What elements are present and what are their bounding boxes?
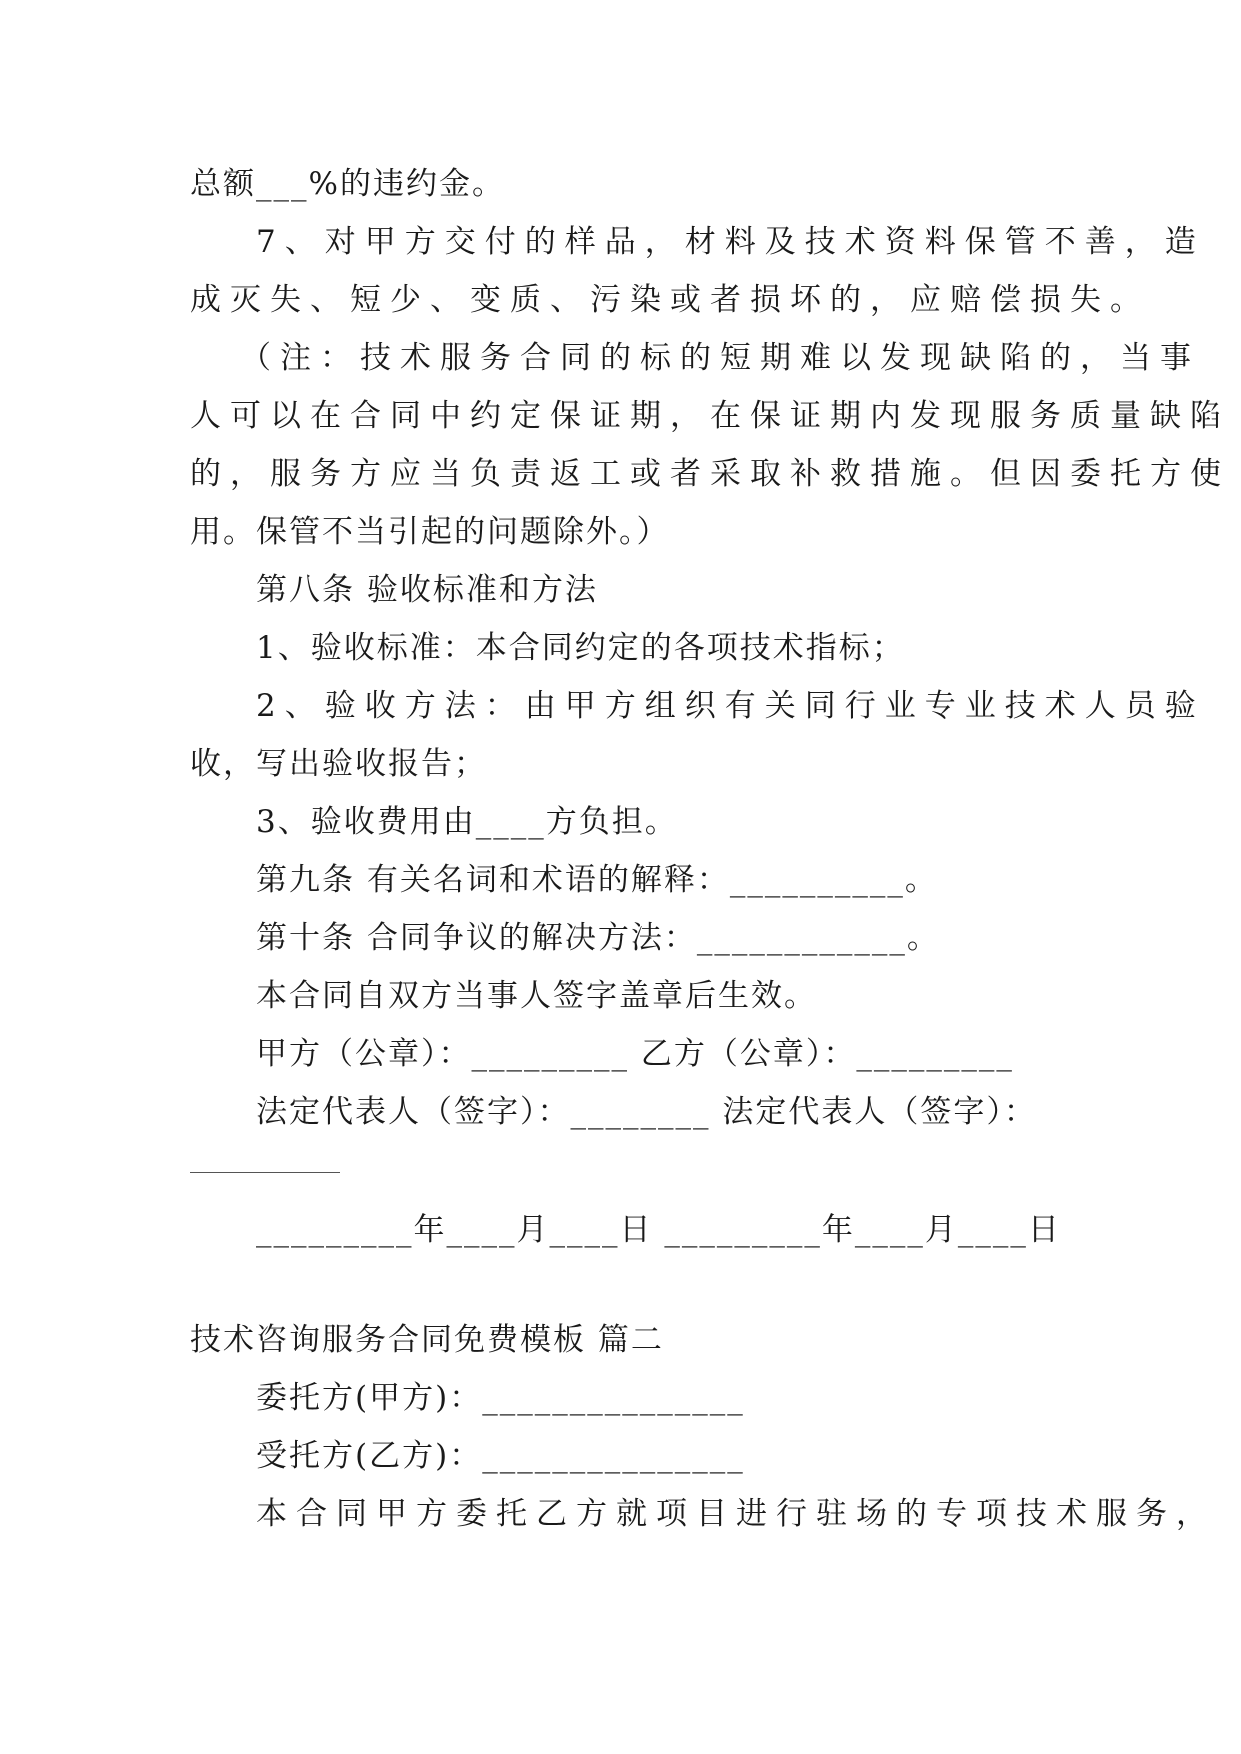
text-line: 本合同自双方当事人签字盖章后生效。 (256, 978, 817, 1014)
text-line: （注：技术服务合同的标的短期难以发现缺陷的，当事 (240, 340, 1200, 376)
signature-line-seal: 甲方（公章）：_________ 乙方（公章）：_________ (256, 1036, 1014, 1072)
text-line: 7、对甲方交付的样品，材料及技术资料保管不善，造 (256, 224, 1205, 260)
date-line: _________年____月____日 _________年____月____日 (256, 1212, 1061, 1248)
signature-line-rep: 法定代表人（签字）：________ 法定代表人（签字）： (256, 1094, 1037, 1130)
text-line: 的，服务方应当负责返工或者采取补救措施。但因委托方使 (190, 456, 1230, 492)
text-line: 用。保管不当引起的问题除外。） (190, 514, 670, 550)
section-heading: 第八条 验收标准和方法 (256, 572, 598, 608)
text-line: 总额___%的违约金。 (190, 166, 505, 202)
text-line: 本合同甲方委托乙方就项目进行驻场的专项技术服务， (256, 1496, 1216, 1532)
text-line: 2、验收方法：由甲方组织有关同行业专业技术人员验 (256, 688, 1205, 724)
section-heading: 第九条 有关名词和术语的解释：__________。 (256, 862, 938, 898)
section-title: 技术咨询服务合同免费模板 篇二 (190, 1322, 664, 1358)
text-line: 1、验收标准：本合同约定的各项技术指标； (256, 630, 905, 666)
signature-blank (190, 1172, 340, 1173)
text-line: 3、验收费用由____方负担。 (256, 804, 678, 840)
contractor-party-line: 受托方(乙方)：_______________ (256, 1438, 745, 1474)
client-party-line: 委托方(甲方)：_______________ (256, 1380, 745, 1416)
text-line: 人可以在合同中约定保证期，在保证期内发现服务质量缺陷 (190, 398, 1230, 434)
text-line: 收，写出验收报告； (190, 746, 487, 782)
section-heading: 第十条 合同争议的解决方法：____________。 (256, 920, 940, 956)
text-line: 成灭失、短少、变质、污染或者损坏的，应赔偿损失。 (190, 282, 1150, 318)
